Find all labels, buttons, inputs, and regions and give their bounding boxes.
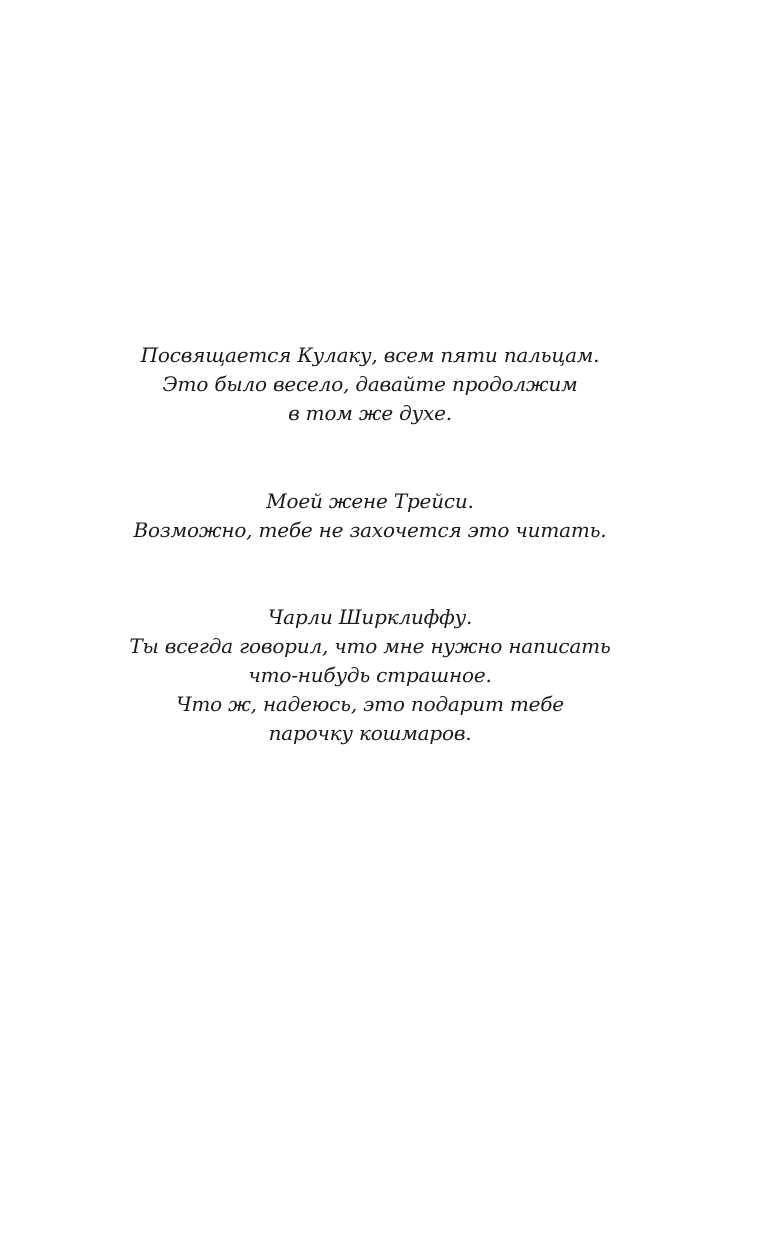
dedication-line: Чарли Ширклиффу. [267, 605, 473, 629]
dedication-fist [0, 341, 740, 428]
dedication-line: парочку кошмаров. [268, 721, 472, 745]
dedication-line: Ты всегда говорил, что мне нужно написать [129, 634, 611, 658]
dedication-line: что-нибудь страшное. [248, 663, 492, 687]
dedication-line: Возможно, тебе не захочется это читать. [133, 518, 607, 542]
dedication-line: Это было весело, давайте продолжим [162, 372, 578, 396]
dedication-line: в том же духе. [288, 401, 452, 425]
dedication-wife [0, 487, 740, 545]
dedication-line: Посвящается Кулаку, всем пяти пальцам. [140, 343, 600, 367]
dedication-line: Что ж, надеюсь, это подарит тебе [176, 692, 564, 716]
dedication-charlie [0, 603, 740, 748]
dedication-line: Моей жене Трейси. [266, 489, 474, 513]
